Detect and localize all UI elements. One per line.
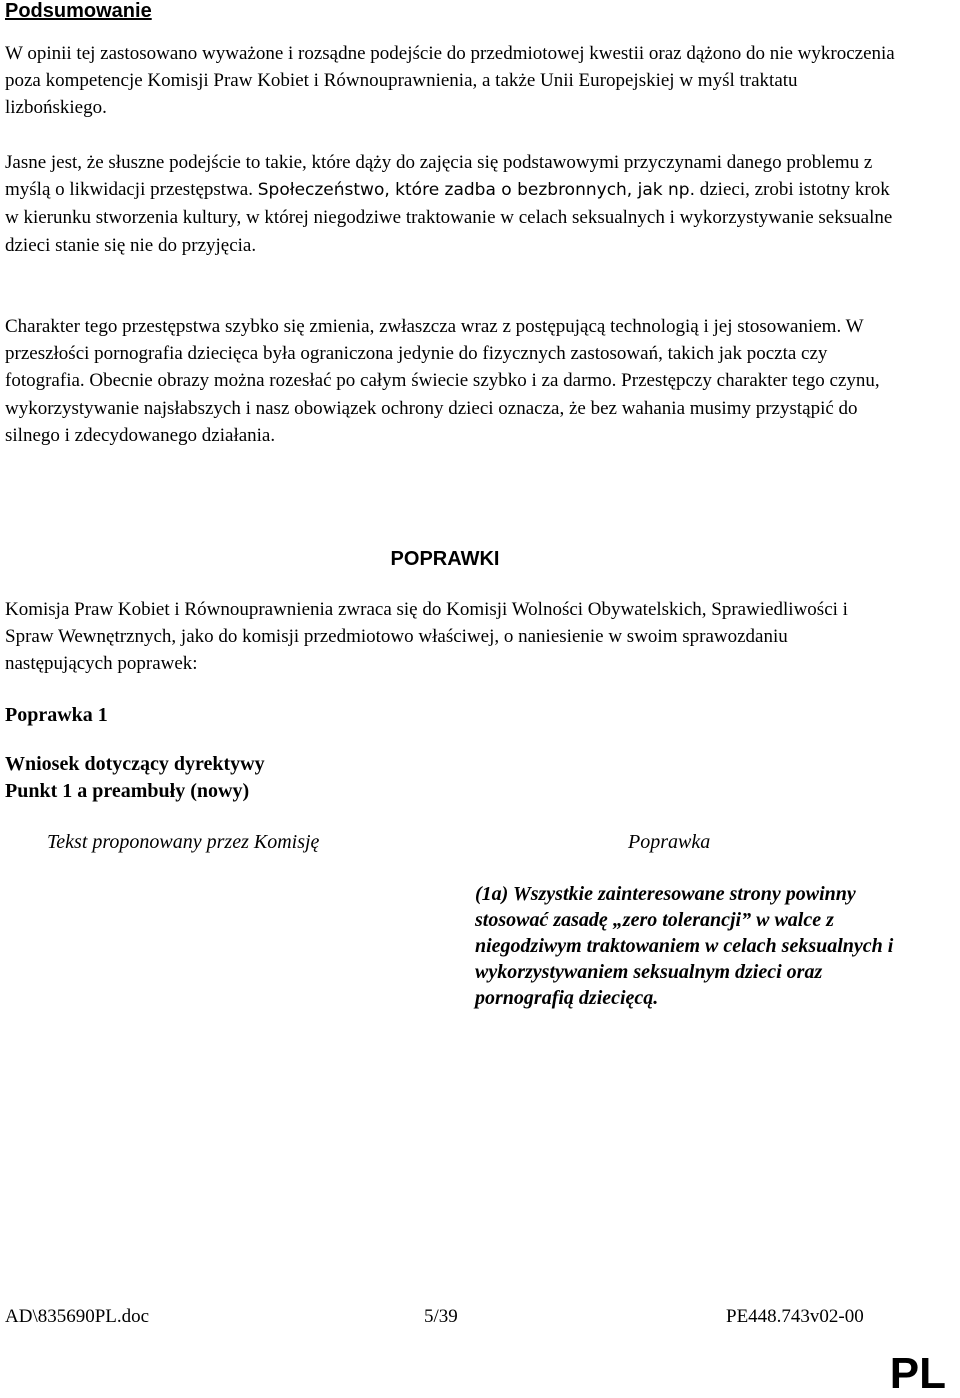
amendment-text: (1a) Wszystkie zainteresowane strony powinny stosować zasadę „zero tolerancji” w walce z niegodziwym traktowaniem w celach seksualnych i wykorzystywaniem seksualnym dzieci oraz pornografią dziecięcą. xyxy=(475,883,894,1009)
amendments-intro: Komisja Praw Kobiet i Równouprawnienia zwraca się do Komisji Wolności Obywatelskich, Sprawiedliwości i Spraw Wewnętrznych, jako do komisji przedmiotowo właściwej, o naniesienie w swoim sprawozdaniu następujących poprawek: xyxy=(5,599,848,675)
summary-paragraph-2-part-b: Społeczeństwo, które zadba o bezbronnych, jak np. xyxy=(257,180,695,201)
summary-heading: Podsumowanie xyxy=(5,0,152,22)
summary-paragraph-2 xyxy=(5,149,895,259)
footer-doc-ref: AD\835690PL.doc xyxy=(5,1306,150,1327)
proposal-label: Wniosek dotyczący dyrektywy xyxy=(5,753,265,775)
point-label: Punkt 1 a preambuły (nowy) xyxy=(5,780,250,802)
summary-paragraph-2-part-c: dzieci, zrobi istotny krok w kierunku stworzenia kultury, w której niegodziwe traktowanie w celach seksualnych i wykorzystywanie seksualne dzieci stanie się nie do przyjęcia. xyxy=(5,179,893,256)
summary-paragraph-3: Charakter tego przestępstwa szybko się zmienia, zwłaszcza wraz z postępującą technologią i jej stosowaniem. W przeszłości pornografia dziecięca była ograniczona jedynie do fizycznych zastosowań, takich jak poczta czy fotografia. Obecnie obrazy można rozesłać po całym świecie szybko i za darmo. Przestępczy charakter tego czynu, wykorzystywanie najsłabszych i nasz obowiązek ochrony dzieci oznacza, że bez wahania musimy przystąpić do silnego i zdecydowanego działania. xyxy=(5,316,880,446)
amendment-label: Poprawka 1 xyxy=(5,704,108,726)
footer-pe-ref: PE448.743v02-00 xyxy=(726,1306,864,1327)
footer-page-number: 5/39 xyxy=(424,1306,458,1327)
summary-paragraph-1: W opinii tej zastosowano wyważone i rozsądne podejście do przedmiotowej kwestii oraz dążono do nie wykroczenia poza kompetencje Komisji Praw Kobiet i Równouprawnienia, a także Unii Europejskiej w myśl traktatu lizbońskiego. xyxy=(5,43,895,119)
column-heading-commission: Tekst proponowany przez Komisję xyxy=(47,831,320,853)
amendments-title: POPRAWKI xyxy=(390,548,500,570)
summary-paragraph-2-part-a: Jasne jest, że słuszne podejście to takie, które dąży do zajęcia się podstawowymi przyczynami danego problemu z myślą o likwidacji przestępstwa. xyxy=(5,152,873,201)
language-code: PL xyxy=(889,1349,946,1398)
column-heading-amendment: Poprawka xyxy=(628,831,711,853)
